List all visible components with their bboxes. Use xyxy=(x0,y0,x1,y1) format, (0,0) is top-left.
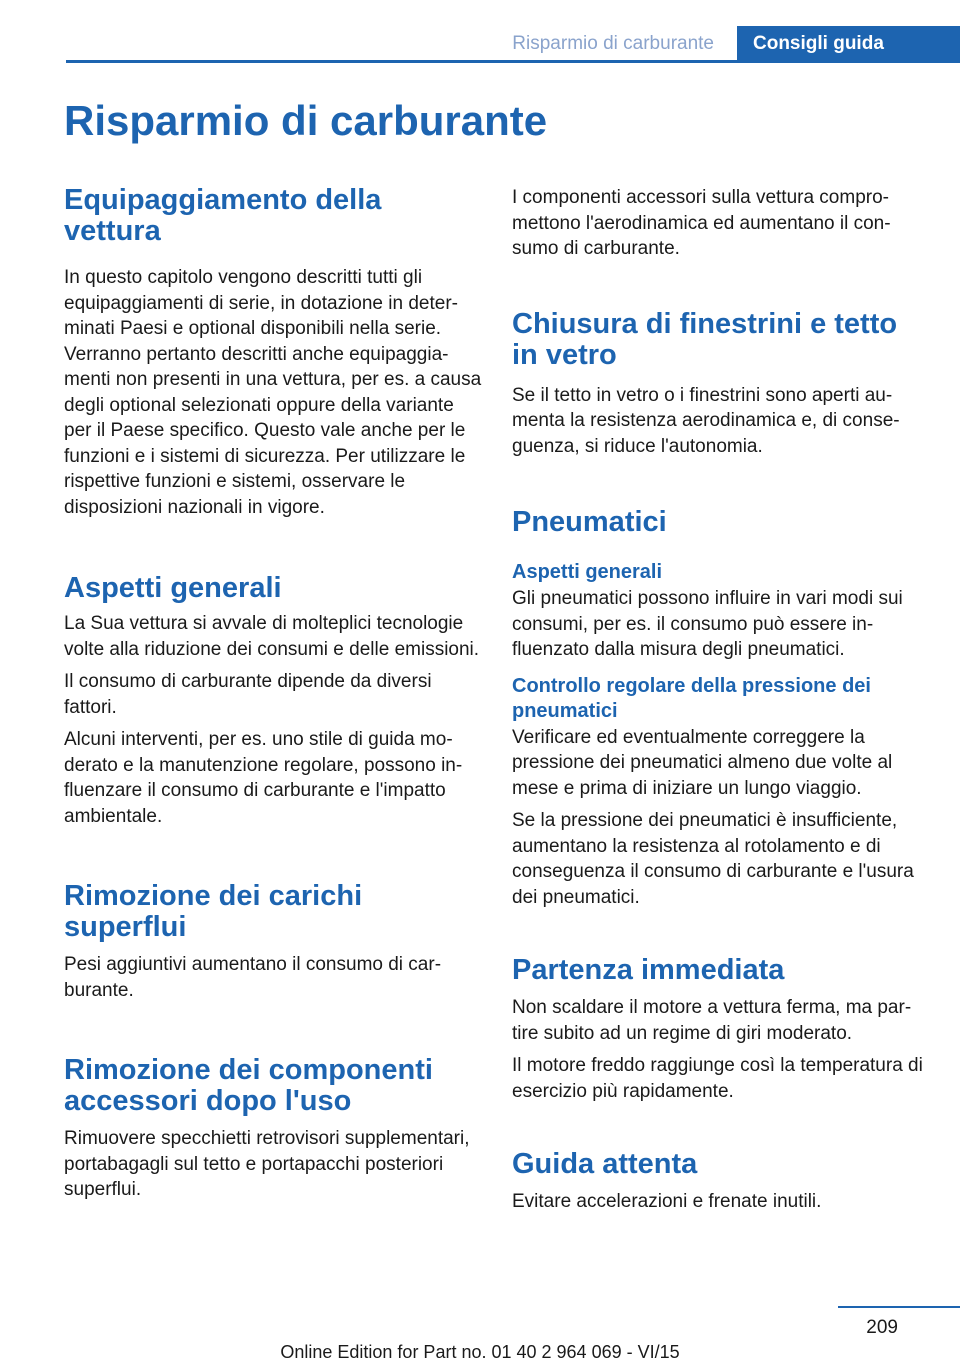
section-title-immediate-start: Partenza immediata xyxy=(512,954,785,986)
header-section-title: Risparmio di carburante xyxy=(512,33,714,54)
paragraph-remove-loads: Pesi aggiuntivi aumentano il consumo di carburante. xyxy=(64,954,442,1001)
paragraph-immediate-start-1: Non scaldare il motore a vettura ferma, ma partire subito ad un regime di giri moderato. xyxy=(512,997,912,1044)
section-title-windows-roof: Chiusura di finestrini e tetto in vetro xyxy=(512,307,898,371)
paragraph-windows-roof: Se il tetto in vetro o i finestrini sono aperti aumenta la resistenza aerodinamica e, di conseguenza, si riduce l'autonomia. xyxy=(512,384,900,457)
paragraph-equipment: In questo capitolo vengono descritti tutti gli equipaggiamenti di serie, in dotazione in determinati Paesi e optional disponibili nella serie. Verranno pertanto descritti anche equipaggiamenti non presenti in una vettura, per es. a causa degli optional selezionati oppure della variante per il Paese specifico. Questo vale anche per le funzioni e i sistemi di sicurezza. Per utilizzare le rispettive funzioni e sistemi, osservare le disposizioni nazionali in vigore. xyxy=(64,267,482,518)
header-divider xyxy=(66,60,960,63)
header-chapter-tab: Consigli guida xyxy=(737,26,960,62)
paragraph-accessories-aero: I componenti accessori sulla vettura compromettono l'aerodinamica ed aumentano il consumo di carburante. xyxy=(512,187,891,259)
section-title-tyres: Pneumatici xyxy=(512,506,667,538)
paragraph-general-1: La Sua vettura si avvale di molteplici tecnologie volte alla riduzione dei consumi e delle emissioni. xyxy=(64,613,480,660)
paragraph-tyre-pressure-2: Se la pressione dei pneumatici è insufficiente, aumentano la resistenza al rotolamento e di conseguenza il consumo di carburante e l'usura dei pneumatici. xyxy=(512,810,914,908)
paragraph-tyre-pressure-1: Verificare ed eventualmente correggere la pressione dei pneumatici almeno due volte al mese e prima di iniziare un lungo viaggio. xyxy=(512,726,893,799)
paragraph-immediate-start-2: Il motore freddo raggiunge così la temperatura di esercizio più rapidamente. xyxy=(512,1055,923,1102)
page-title: Risparmio di carburante xyxy=(64,97,548,144)
section-title-equipment: Equipaggiamento della vettura xyxy=(64,184,382,247)
paragraph-general-3: Alcuni interventi, per es. uno stile di guida moderato e la manutenzione regolare, possono influenzare il consumo di carburante e l'impatto ambientale. xyxy=(64,729,463,827)
subsection-title-tyres-general: Aspetti generali xyxy=(512,561,663,583)
footer-edition-note: Online Edition for Part no. 01 40 2 964 069 - VI/15 xyxy=(280,1342,680,1362)
paragraph-remove-accessories: Rimuovere specchietti retrovisori supplementari, portabagagli sul tetto e portapacchi posteriori superflui. xyxy=(64,1128,470,1200)
subsection-title-tyre-pressure: Controllo regolare della pressione dei pneumatici xyxy=(512,674,871,722)
right-column xyxy=(512,185,928,1215)
section-title-general: Aspetti generali xyxy=(64,572,282,604)
section-title-careful-driving: Guida attenta xyxy=(512,1148,698,1180)
footer-divider xyxy=(838,1306,960,1308)
paragraph-general-2: Il consumo di carburante dipende da diversi fattori. xyxy=(64,671,432,718)
section-title-remove-loads: Rimozione dei carichi superflui xyxy=(64,880,363,943)
left-column xyxy=(64,185,482,1203)
paragraph-careful-driving: Evitare accelerazioni e frenate inutili. xyxy=(512,1191,822,1212)
page-number: 209 xyxy=(866,1317,898,1338)
paragraph-tyres-general: Gli pneumatici possono influire in vari modi sui consumi, per es. il consumo può essere influenzato dalla misura degli pneumatici. xyxy=(512,588,903,660)
section-title-remove-accessories: Rimozione dei componenti accessori dopo l'uso xyxy=(64,1054,433,1117)
